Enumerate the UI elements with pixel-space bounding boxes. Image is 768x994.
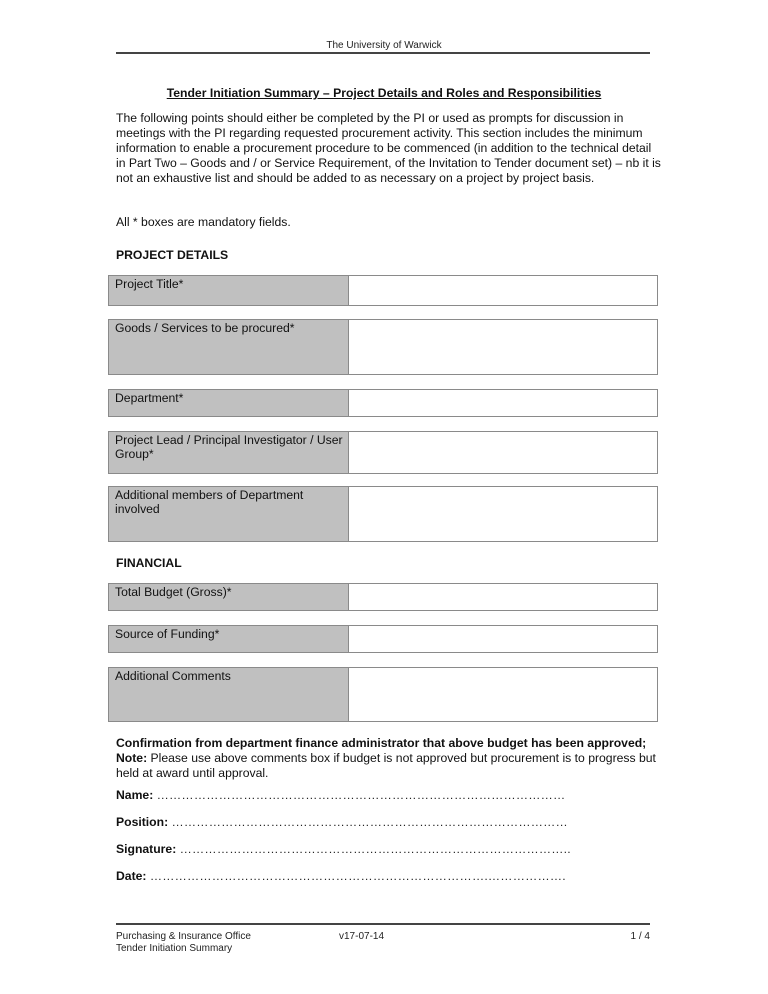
footer-divider <box>116 923 650 925</box>
signature-dotted-line[interactable]: ………………………………………………………………………………….. <box>179 842 571 856</box>
footer-left <box>116 931 251 955</box>
field-label: Goods / Services to be procured* <box>109 320 349 374</box>
goods-services-input[interactable] <box>349 320 657 374</box>
field-project-lead <box>108 431 658 474</box>
date-label: Date: <box>116 869 147 883</box>
field-label: Additional members of Department involved <box>109 487 349 541</box>
confirmation-bold: Confirmation from department finance administrator that above budget has been approved; Note: <box>116 736 647 765</box>
project-lead-input[interactable] <box>349 432 657 473</box>
header-institution: The University of Warwick <box>326 40 442 51</box>
confirmation-note: Please use above comments box if budget is not approved but procurement is to progress but held at award until approval. <box>116 751 656 780</box>
footer-office: Purchasing & Insurance Office <box>116 931 251 942</box>
field-additional-comments <box>108 667 658 722</box>
date-dotted-line[interactable]: ……………………………………………………………………….………………. <box>149 869 566 883</box>
field-label: Source of Funding* <box>109 626 349 652</box>
document-title: Tender Initiation Summary – Project Details and Roles and Responsibilities <box>166 86 602 100</box>
field-additional-members <box>108 486 658 542</box>
project-title-input[interactable] <box>349 276 657 305</box>
total-budget-input[interactable] <box>349 584 657 610</box>
footer-version: v17-07-14 <box>339 931 385 942</box>
field-goods-services <box>108 319 658 375</box>
mandatory-note: All * boxes are mandatory fields. <box>116 215 291 229</box>
field-total-budget <box>108 583 658 611</box>
signoff-signature[interactable] <box>116 842 571 856</box>
confirmation-paragraph <box>116 736 662 781</box>
field-label: Project Lead / Principal Investigator / User Group* <box>109 432 349 473</box>
position-dotted-line[interactable]: …………………………………………………………………………………… <box>171 815 568 829</box>
footer-page-number: 1 / 4 <box>630 931 650 942</box>
signoff-date[interactable] <box>116 869 566 883</box>
name-label: Name: <box>116 788 154 802</box>
field-label: Department* <box>109 390 349 416</box>
department-input[interactable] <box>349 390 657 416</box>
position-label: Position: <box>116 815 169 829</box>
field-label: Project Title* <box>109 276 349 305</box>
footer-doc-name: Tender Initiation Summary <box>116 943 233 954</box>
field-source-of-funding <box>108 625 658 653</box>
field-project-title <box>108 275 658 306</box>
additional-comments-input[interactable] <box>349 668 657 721</box>
field-label: Additional Comments <box>109 668 349 721</box>
signoff-position[interactable] <box>116 815 568 829</box>
section-heading-financial: FINANCIAL <box>116 556 182 570</box>
source-of-funding-input[interactable] <box>349 626 657 652</box>
additional-members-input[interactable] <box>349 487 657 541</box>
section-heading-project-details: PROJECT DETAILS <box>116 248 229 262</box>
field-label: Total Budget (Gross)* <box>109 584 349 610</box>
signoff-name[interactable] <box>116 788 565 802</box>
header-divider <box>116 52 650 54</box>
signature-label: Signature: <box>116 842 177 856</box>
field-department <box>108 389 658 417</box>
intro-paragraph: The following points should either be completed by the PI or used as prompts for discussion in meetings with the PI regarding requested procurement activity. This section includes the minimum information to enable a procurement procedure to be commenced (in addition to the technical detail in Part Two – Goods and / or Service Requirement, of the Invitation to Tender document set) – nb it is not an exhaustive list and should be added to as necessary on a project by project basis. <box>116 111 661 185</box>
name-dotted-line[interactable]: ……………………………………………………………………………………… <box>156 788 566 802</box>
